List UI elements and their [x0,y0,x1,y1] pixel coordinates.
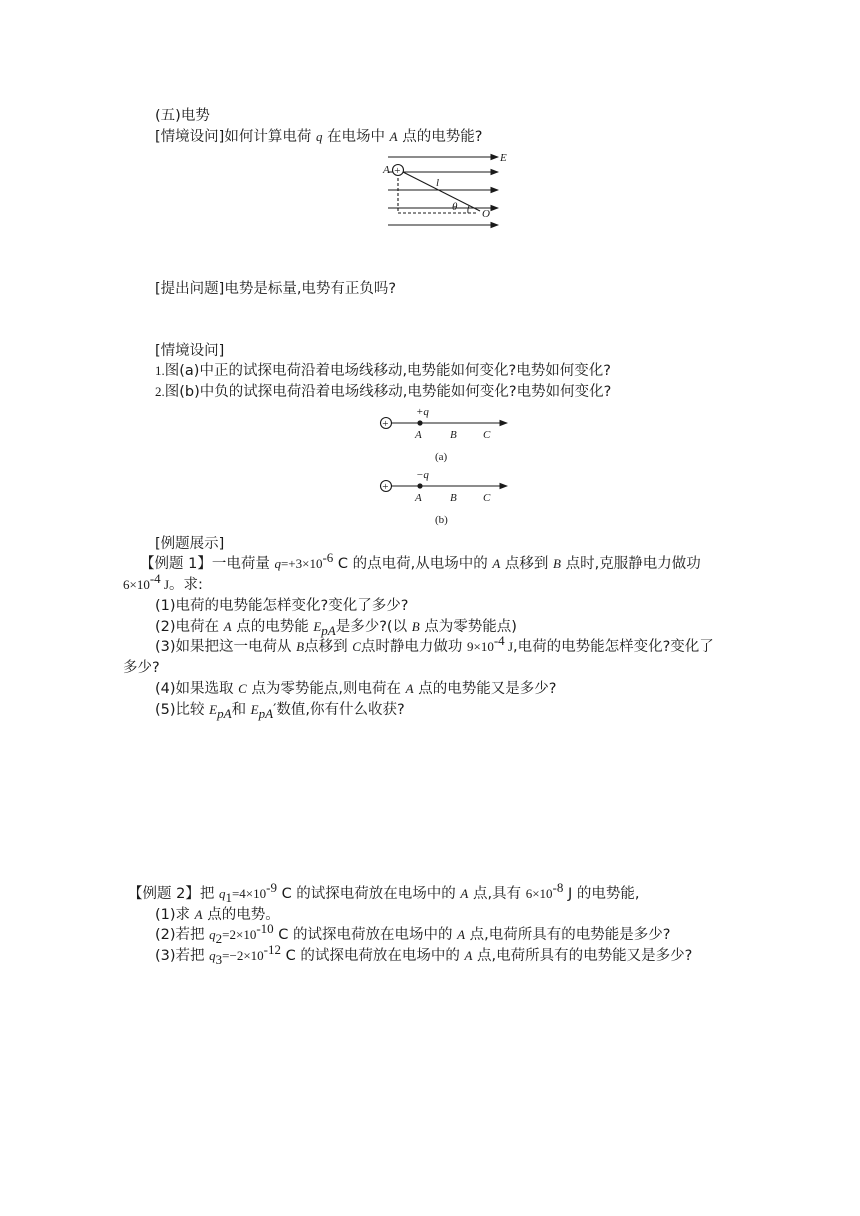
q-number: 1. [155,363,165,378]
text: (3)如果把这一电荷从 [155,639,297,655]
example1-intro [140,550,701,574]
var-C: C [238,681,247,696]
example2-part3 [155,942,693,967]
value: 9×10 [467,639,494,654]
text: C 的点电荷,从电场中的 [333,556,493,572]
q-text: 图(a)中正的试探电荷沿着电场线移动,电势能如何变化?电势如何变化? [164,363,611,379]
point-C: C [483,429,491,441]
charge-sign: + [394,165,401,177]
text: J 的电势能, [563,886,640,902]
subscript: 2 [215,930,223,946]
value: =4×10 [231,886,267,901]
example1-intro-cont [123,571,203,595]
q-text: 图(b)中负的试探电荷沿着电场线移动,电势能如何变化?电势如何变化? [164,384,612,400]
text: (3)若把 [155,948,210,964]
example-header: [例题展示] [155,536,225,552]
var-B: B [411,619,420,634]
var-A: A [405,681,414,696]
value: =−2×10 [222,948,264,963]
exponent: -4 [493,633,505,649]
example1-part2 [155,617,517,637]
var-q: q [218,886,226,901]
label-A: A [383,164,390,176]
text: 点,具有 [468,886,526,902]
exponent: -8 [552,880,564,896]
var-A: A [457,927,466,942]
test-charge-dot [417,420,422,425]
q-number: 2. [155,384,165,399]
subscript: pA [217,705,232,721]
section-title: (五)电势 [155,108,210,124]
var-A: A [223,619,232,634]
point-A: A [415,492,422,504]
label-theta: θ [452,201,458,213]
text: 点时,克服静电力做功 [560,556,701,572]
text: 数值,你有什么收获? [276,702,405,718]
var-A: A [464,948,473,963]
charge-label: −q [416,469,429,481]
source-sign: + [382,418,389,430]
var-A: A [460,886,469,901]
figure-a [375,402,515,464]
value: =+3×10 [280,556,323,571]
subscript: 1 [225,889,232,905]
var-C: C [352,639,361,654]
text: (1)求 [155,907,195,923]
text: ,电荷的电势能怎样变化?变化了 [513,639,714,655]
example1-title: 【例题 1】 [140,556,212,572]
example1-part1: (1)电荷的电势能怎样变化?变化了多少? [155,598,409,614]
exponent: -9 [266,880,277,896]
exponent: -12 [263,942,281,958]
text: 点的电势。 [202,907,280,923]
label-l: l [436,177,440,189]
example2-intro [128,880,640,905]
var-q: q [315,129,323,144]
var-B: B [296,639,305,654]
point-B: B [450,492,457,504]
text: 点,电荷所具有的电势能是多少? [465,927,671,943]
point-B: B [450,429,457,441]
exponent: -10 [256,921,274,937]
text: 点,电荷所具有的电势能又是多少? [472,948,693,964]
subscript: 3 [215,951,223,967]
text: 在电场中 [322,129,390,145]
text: 是多少?(以 [335,619,412,635]
scenario-question-1 [155,127,482,147]
var-A: A [194,907,203,922]
example1-part5 [155,700,405,720]
text: 点的电势能 [231,619,314,635]
var-A: A [389,129,398,144]
unit: J [504,639,513,654]
text: 点为零势能点) [419,619,517,635]
value: 6×10 [525,886,553,901]
point-C: C [483,492,491,504]
text: C 的试探电荷放在电场中的 [273,927,458,943]
example2-part2 [155,921,671,946]
text: 和 [231,702,251,718]
caption-b: (b) [435,514,448,526]
exponent: -6 [322,550,334,566]
scenario-tag-2: [情境设问] [155,343,225,359]
var-E: E [313,619,322,634]
text: C 的试探电荷放在电场中的 [276,886,461,902]
text: (2)电荷在 [155,619,224,635]
text: (5)比较 [155,702,210,718]
raise-question: [提出问题]电势是标量,电势有正负吗? [155,281,397,297]
example1-part3-cont: 多少? [123,660,160,676]
value: =2×10 [222,927,257,942]
subscript: pA [258,705,274,721]
prime: ′ [273,702,277,718]
text: (2)若把 [155,927,210,943]
source-sign: + [382,481,389,493]
theta-arc [468,206,469,213]
exponent: -4 [149,571,161,587]
example1-part4 [155,679,556,699]
point-A: A [415,429,422,441]
subscript: pA [321,622,336,638]
scenario-question-b [155,382,611,402]
unit: J [160,577,169,592]
label-E: E [500,152,507,164]
text: C 的试探电荷放在电场中的 [281,948,465,964]
text: 点为零势能点,则电荷在 [246,681,406,697]
value: 6×10 [123,577,150,592]
scenario-question-a [155,361,611,381]
caption-a: (a) [435,451,448,463]
test-charge-dot [417,483,422,488]
var-E: E [209,702,218,717]
text: 点移到 [500,556,554,572]
var-E: E [250,702,259,717]
var-q: q [209,948,216,963]
charge-label: +q [416,406,429,418]
text: 如何计算电荷 [224,129,316,145]
figure-b [375,466,515,528]
text: 点的电势能又是多少? [413,681,557,697]
text: 点移到 [304,639,353,655]
text: 把 [199,886,219,902]
text: 一电荷量 [211,556,275,572]
var-B: B [553,556,561,571]
var-q: q [274,556,281,571]
label-O: O [482,208,490,220]
text: 。求: [169,577,203,593]
var-q: q [209,927,216,942]
text: (4)如果选取 [155,681,239,697]
example2-title: 【例题 2】 [128,886,200,902]
text: 点时静电力做功 [360,639,467,655]
text: 点的电势能? [397,129,483,145]
var-A: A [492,556,501,571]
scenario-tag: [情境设问] [155,129,225,145]
uniform-field-figure [380,150,510,230]
example1-part3 [155,633,714,657]
